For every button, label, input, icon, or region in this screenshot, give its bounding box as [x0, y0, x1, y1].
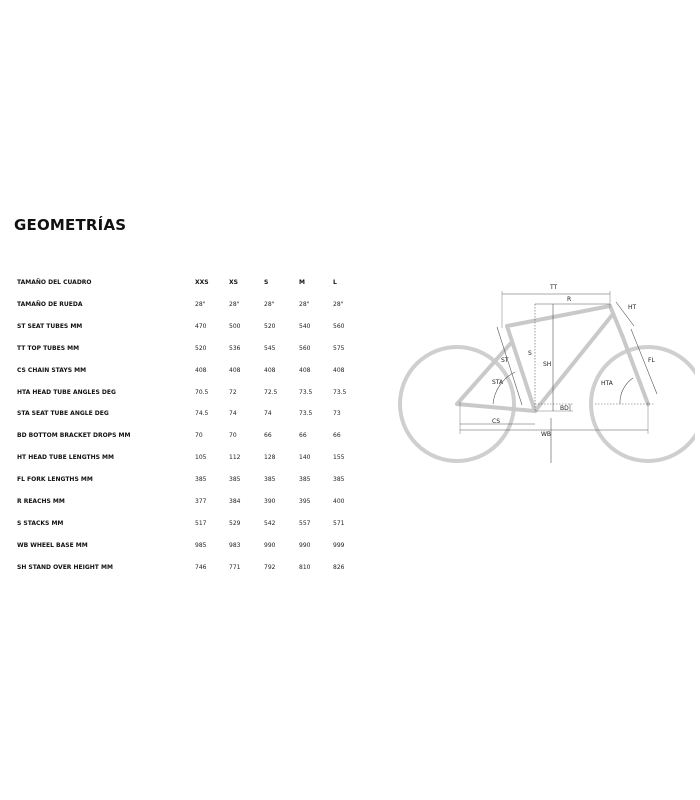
table-cell: 28"	[229, 300, 240, 308]
fl-label: FL	[648, 357, 655, 364]
bike-frame	[457, 306, 648, 411]
table-cell: 560	[333, 322, 345, 330]
table-row	[17, 454, 387, 468]
header-label: TAMAÑO DEL CUADRO	[17, 279, 92, 286]
table-header-row	[17, 279, 387, 293]
table-cell: 792	[264, 563, 276, 571]
table-row	[17, 498, 387, 512]
table-row	[17, 389, 387, 403]
bike-geometry-diagram	[395, 278, 695, 478]
table-row	[17, 432, 387, 446]
row-label: STA SEAT TUBE ANGLE DEG	[17, 410, 109, 418]
s-label: S	[528, 350, 532, 357]
table-cell: 400	[333, 498, 345, 505]
table-cell: 377	[195, 498, 207, 505]
table-cell: 74.5	[195, 410, 209, 418]
table-cell: 557	[299, 519, 311, 527]
table-row	[17, 476, 387, 490]
table-cell: 408	[333, 366, 345, 374]
sta-label: STA	[492, 379, 504, 386]
page-title: GEOMETRÍAS	[14, 216, 127, 234]
table-cell: 73.5	[333, 388, 347, 396]
table-cell: 385	[264, 476, 276, 484]
table-cell: 385	[299, 476, 311, 484]
table-cell: 72.5	[264, 388, 278, 396]
table-cell: 983	[229, 541, 241, 549]
row-label: HT HEAD TUBE LENGTHS MM	[17, 454, 114, 462]
table-cell: 66	[299, 432, 307, 440]
ht-label: HT	[628, 304, 637, 311]
table-cell: 571	[333, 519, 345, 527]
table-cell: 999	[333, 541, 345, 549]
row-label: TAMAÑO DE RUEDA	[17, 300, 83, 308]
table-cell: 74	[229, 410, 237, 418]
table-cell: 500	[229, 322, 241, 330]
table-cell: 408	[195, 366, 207, 374]
row-label: SH STAND OVER HEIGHT MM	[17, 563, 113, 571]
table-cell: 385	[229, 476, 241, 484]
table-cell: 536	[229, 344, 241, 352]
table-cell: 408	[264, 366, 276, 374]
table-cell: 575	[333, 344, 345, 352]
table-row	[17, 564, 387, 578]
table-cell: 66	[264, 432, 272, 440]
table-cell: 771	[229, 563, 241, 571]
table-cell: 155	[333, 454, 345, 462]
table-row	[17, 410, 387, 424]
wb-label: WB	[541, 431, 552, 438]
row-label: HTA HEAD TUBE ANGLES DEG	[17, 388, 116, 396]
sh-label: SH	[543, 361, 552, 368]
table-cell: 545	[264, 344, 276, 352]
table-cell: 28"	[264, 300, 275, 308]
table-cell: 385	[195, 476, 207, 484]
size-header: XXS	[195, 279, 209, 286]
row-label: TT TOP TUBES MM	[17, 344, 80, 352]
table-cell: 70.5	[195, 388, 209, 396]
table-cell: 66	[333, 432, 341, 440]
table-cell: 70	[195, 432, 203, 440]
table-cell: 542	[264, 519, 276, 527]
table-cell: 746	[195, 563, 207, 571]
table-cell: 395	[299, 498, 311, 505]
table-cell: 140	[299, 454, 311, 462]
table-cell: 28"	[195, 300, 206, 308]
row-label: FL FORK LENGTHS MM	[17, 476, 93, 484]
row-label: ST SEAT TUBES MM	[17, 322, 83, 330]
table-cell: 470	[195, 322, 207, 330]
cs-label: CS	[492, 418, 500, 425]
table-row	[17, 367, 387, 381]
table-cell: 385	[333, 476, 345, 484]
table-row	[17, 323, 387, 337]
bd-label: BD	[560, 405, 569, 412]
table-cell: 990	[299, 541, 311, 549]
table-cell: 72	[229, 388, 237, 396]
hta-label: HTA	[601, 380, 613, 387]
table-cell: 810	[299, 563, 311, 571]
table-cell: 384	[229, 498, 241, 505]
table-cell: 128	[264, 454, 276, 462]
row-label: BD BOTTOM BRACKET DROPS MM	[17, 432, 131, 440]
table-cell: 520	[195, 344, 207, 352]
table-row	[17, 542, 387, 556]
table-cell: 73.5	[299, 388, 313, 396]
row-label: CS CHAIN STAYS MM	[17, 366, 87, 374]
table-cell: 826	[333, 563, 345, 571]
size-header: S	[264, 279, 269, 286]
table-cell: 560	[299, 344, 311, 352]
table-cell: 105	[195, 454, 207, 462]
row-label: WB WHEEL BASE MM	[17, 541, 88, 549]
st-label: ST	[501, 357, 509, 364]
size-header: L	[333, 279, 337, 286]
table-cell: 73.5	[299, 410, 313, 418]
table-row	[17, 301, 387, 315]
table-cell: 408	[229, 366, 241, 374]
table-cell: 517	[195, 519, 207, 527]
table-cell: 520	[264, 322, 276, 330]
row-label: R REACHS MM	[17, 498, 65, 505]
table-cell: 112	[229, 454, 241, 462]
table-row	[17, 345, 387, 359]
table-cell: 28"	[333, 300, 344, 308]
table-cell: 540	[299, 322, 311, 330]
tt-label: TT	[550, 284, 558, 291]
table-cell: 990	[264, 541, 276, 549]
table-cell: 390	[264, 498, 276, 505]
size-header: XS	[229, 279, 238, 286]
table-cell: 408	[299, 366, 311, 374]
table-row	[17, 520, 387, 534]
size-header: M	[299, 279, 305, 286]
table-cell: 74	[264, 410, 272, 418]
table-cell: 73	[333, 410, 341, 418]
table-cell: 985	[195, 541, 207, 549]
table-cell: 70	[229, 432, 237, 440]
table-cell: 529	[229, 519, 241, 527]
row-label: S STACKS MM	[17, 519, 64, 527]
table-cell: 28"	[299, 300, 310, 308]
r-label: R	[567, 296, 572, 303]
